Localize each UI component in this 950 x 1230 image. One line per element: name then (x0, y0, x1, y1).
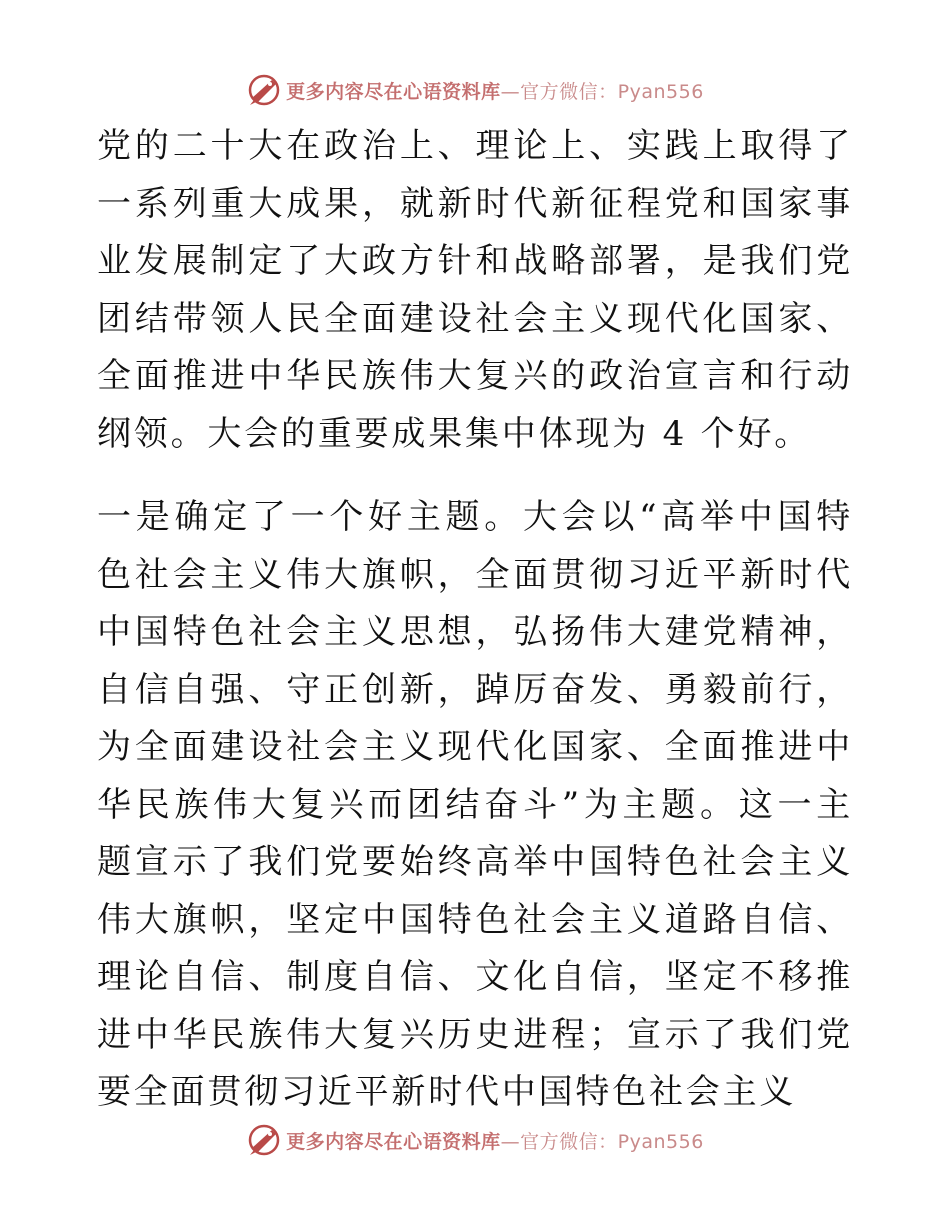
footer-text (286, 1127, 704, 1154)
footer-site-text: 更多内容尽在心语资料库 (286, 1130, 501, 1153)
paragraph-2: 一是确定了一个好主题。大会以“高举中国特色社会主义伟大旗帜，全面贯彻习近平新时代中国特色社会主义思想，弘扬伟大建党精神，自信自强、守正创新，踔厉奋发、勇毅前行，为全面建设社会主义现代化国家、全面推进中华民族伟大复兴而团结奋斗”为主题。这一主题宣示了我们党要始终高举中国特色社会主义伟大旗帜，坚定中国特色社会主义道路自信、理论自信、制度自信、文化自信，坚定不移推进中华民族伟大复兴历史进程；宣示了我们党要全面贯彻习近平新时代中国特色社会主义 (97, 497, 853, 1112)
footer-banner (0, 1120, 950, 1160)
header-text (286, 77, 704, 104)
document-body (97, 118, 853, 1122)
header-wechat-text: 官方微信：Pyan556 (520, 80, 704, 103)
header-dash: — (500, 80, 521, 103)
paragraph-1: 党的二十大在政治上、理论上、实践上取得了一系列重大成果，就新时代新征程党和国家事业发展制定了大政方针和战略部署，是我们党团结带领人民全面建设社会主义现代化国家、全面推进中华民族伟大复兴的政治宣言和行动纲领。大会的重要成果集中体现为 4 个好。 (97, 126, 853, 454)
pen-logo-icon (246, 1122, 282, 1158)
header-site-text: 更多内容尽在心语资料库 (286, 80, 501, 103)
header-banner (0, 70, 950, 110)
footer-wechat-text: 官方微信：Pyan556 (520, 1130, 704, 1153)
pen-logo-icon (246, 72, 282, 108)
footer-dash: — (500, 1130, 521, 1153)
